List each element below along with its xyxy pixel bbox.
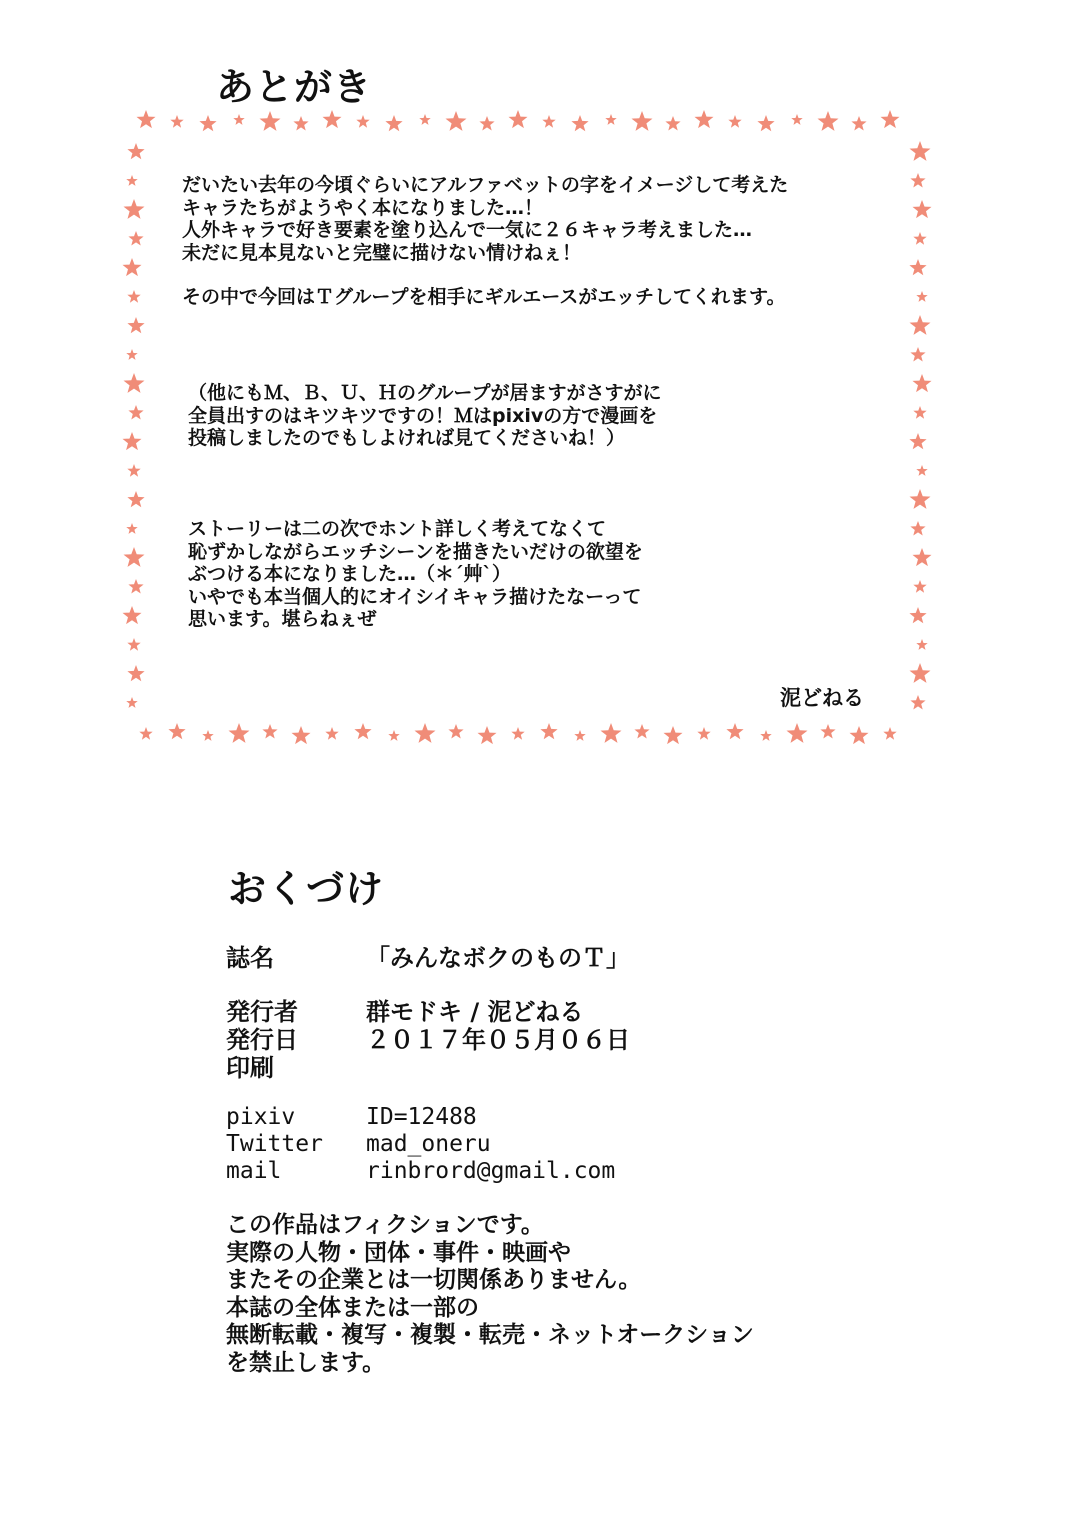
frame-star — [124, 373, 145, 393]
frame-star — [850, 726, 869, 744]
frame-star — [913, 374, 932, 392]
frame-star — [909, 259, 926, 275]
frame-star — [913, 406, 926, 419]
mail-label: mail — [226, 1158, 282, 1184]
frame-star — [128, 579, 143, 594]
date-label: 発行日 — [226, 1026, 298, 1054]
pixiv-value: ID=12488 — [366, 1104, 477, 1130]
frame-star — [542, 115, 555, 128]
text-line: 恥ずかしながらエッチシーンを描きたいだけの欲望を — [188, 540, 643, 563]
frame-star — [202, 730, 213, 741]
frame-star — [388, 730, 399, 741]
frame-star — [233, 114, 244, 125]
frame-star — [634, 724, 649, 739]
frame-star — [446, 111, 467, 131]
frame-star — [910, 141, 931, 161]
frame-star — [415, 723, 436, 743]
afterword-paragraph-1 — [182, 174, 788, 264]
frame-star — [910, 663, 931, 683]
pixiv-label: pixiv — [226, 1104, 296, 1130]
frame-star — [199, 115, 216, 131]
frame-star — [123, 432, 142, 450]
frame-star — [605, 114, 616, 125]
frame-star — [757, 115, 774, 131]
frame-star — [909, 607, 926, 623]
frame-star — [325, 727, 338, 740]
frame-star — [509, 110, 528, 128]
frame-star — [419, 114, 430, 125]
frame-star — [260, 111, 281, 131]
afterword-paragraph-3 — [188, 382, 661, 450]
frame-star — [540, 723, 557, 739]
frame-star — [787, 723, 808, 743]
frame-star — [128, 405, 143, 420]
frame-star — [916, 639, 927, 650]
frame-star — [137, 110, 156, 128]
frame-star — [448, 724, 463, 739]
frame-star — [126, 697, 137, 708]
frame-star — [127, 665, 144, 681]
twitter-label: Twitter — [226, 1131, 323, 1157]
text-line: 全員出すのはキツキツですの！Ｍはpixivの方で漫画を — [188, 404, 658, 427]
frame-star — [910, 173, 925, 188]
frame-star — [127, 143, 144, 159]
frame-star — [851, 116, 866, 131]
text-line: キャラたちがようやく本になりました…！ — [182, 196, 544, 219]
date-value: ２０１７年０５月０６日 — [366, 1026, 630, 1054]
frame-star — [728, 115, 741, 128]
text-line: （他にもＭ、Ｂ、Ｕ、Ｈのグループが居ますがさすがに — [188, 382, 662, 404]
frame-star — [128, 231, 143, 246]
frame-star — [571, 115, 588, 131]
frame-star — [127, 464, 140, 477]
text-line: 人外キャラで好き要素を塗り込んで一気に２６キャラ考えました… — [182, 219, 753, 241]
printer-label: 印刷 — [226, 1054, 274, 1082]
frame-star — [697, 727, 710, 740]
frame-star — [695, 110, 714, 128]
frame-star — [818, 111, 839, 131]
text-line: 本誌の全体または一部の — [226, 1294, 479, 1321]
mail-value: rinbrord@gmail.com — [366, 1158, 616, 1184]
frame-star — [262, 724, 277, 739]
frame-star — [511, 727, 524, 740]
text-line: この作品はフィクションです。 — [226, 1212, 544, 1238]
frame-star — [726, 723, 743, 739]
twitter-value: mad_oneru — [366, 1131, 491, 1157]
frame-star — [910, 489, 931, 509]
frame-star — [479, 116, 494, 131]
frame-star — [913, 232, 926, 245]
frame-star — [139, 727, 152, 740]
text-line: 投稿しましたのでもしよければ見てくださいね！） — [188, 427, 626, 449]
frame-star — [292, 726, 311, 744]
text-line: その中で今回はＴグループを相手にギルエースがエッチしてくれます。 — [182, 286, 786, 308]
frame-star — [665, 116, 680, 131]
text-line: 実際の人物・団体・事件・映画や — [226, 1239, 571, 1266]
frame-star — [574, 730, 585, 741]
title-value: 「みんなボクのものＴ」 — [366, 944, 630, 972]
frame-star — [293, 116, 308, 131]
text-line: いやでも本当個人的にオイシイキャラ描けたなーって — [188, 585, 642, 608]
text-line: 無断転載・複写・複製・転売・ネットオークション — [226, 1322, 754, 1348]
frame-star — [601, 723, 622, 743]
frame-star — [632, 111, 653, 131]
frame-star — [127, 290, 140, 303]
frame-star — [916, 465, 927, 476]
disclaimer-text — [226, 1212, 754, 1377]
frame-star — [664, 726, 683, 744]
afterword-paragraph-2 — [182, 286, 785, 309]
frame-star — [356, 115, 369, 128]
publisher-label: 発行者 — [226, 998, 298, 1026]
text-line: またその企業とは一切関係ありません。 — [226, 1267, 642, 1293]
frame-star — [170, 115, 183, 128]
frame-star — [478, 726, 497, 744]
frame-star — [760, 730, 771, 741]
frame-star — [910, 695, 925, 710]
text-line: ストーリーは二の次でホント詳しく考えてなくて — [188, 518, 607, 540]
frame-star — [124, 199, 145, 219]
text-line: を禁止します。 — [226, 1349, 386, 1376]
frame-star — [123, 606, 142, 624]
frame-star — [910, 315, 931, 335]
publisher-value: 群モドキ / 泥どねる — [366, 998, 584, 1026]
frame-star — [909, 433, 926, 449]
text-line: 未だに見本見ないと完璧に描けない情けねぇ！ — [182, 241, 582, 264]
afterword-title: あとがき — [216, 65, 373, 109]
text-line: ぶつける本になりました…（＊´艸`） — [188, 563, 512, 585]
frame-star — [913, 580, 926, 593]
frame-star — [127, 638, 140, 651]
frame-star — [791, 114, 802, 125]
frame-star — [168, 723, 185, 739]
frame-star — [123, 258, 142, 276]
title-label: 誌名 — [226, 944, 274, 972]
frame-star — [127, 317, 144, 333]
frame-star — [323, 110, 342, 128]
author-signature: 泥どねる — [780, 686, 864, 710]
text-line: 思います。堪らねぇぜ — [188, 608, 377, 630]
frame-star — [126, 523, 137, 534]
frame-star — [124, 547, 145, 567]
frame-star — [883, 727, 896, 740]
frame-star — [354, 723, 371, 739]
frame-star — [820, 724, 835, 739]
frame-star — [913, 200, 932, 218]
frame-star — [126, 349, 137, 360]
frame-star — [385, 115, 402, 131]
frame-star — [229, 723, 250, 743]
frame-star — [127, 491, 144, 507]
frame-star — [916, 291, 927, 302]
frame-star — [910, 521, 925, 536]
afterword-paragraph-4 — [188, 518, 643, 631]
colophon-title: おくづけ — [228, 867, 385, 911]
frame-star — [881, 110, 900, 128]
frame-star — [910, 347, 925, 362]
frame-star — [913, 548, 932, 566]
frame-star — [126, 175, 137, 186]
text-line: だいたい去年の今頃ぐらいにアルファベットの字をイメージして考えた — [182, 174, 789, 196]
